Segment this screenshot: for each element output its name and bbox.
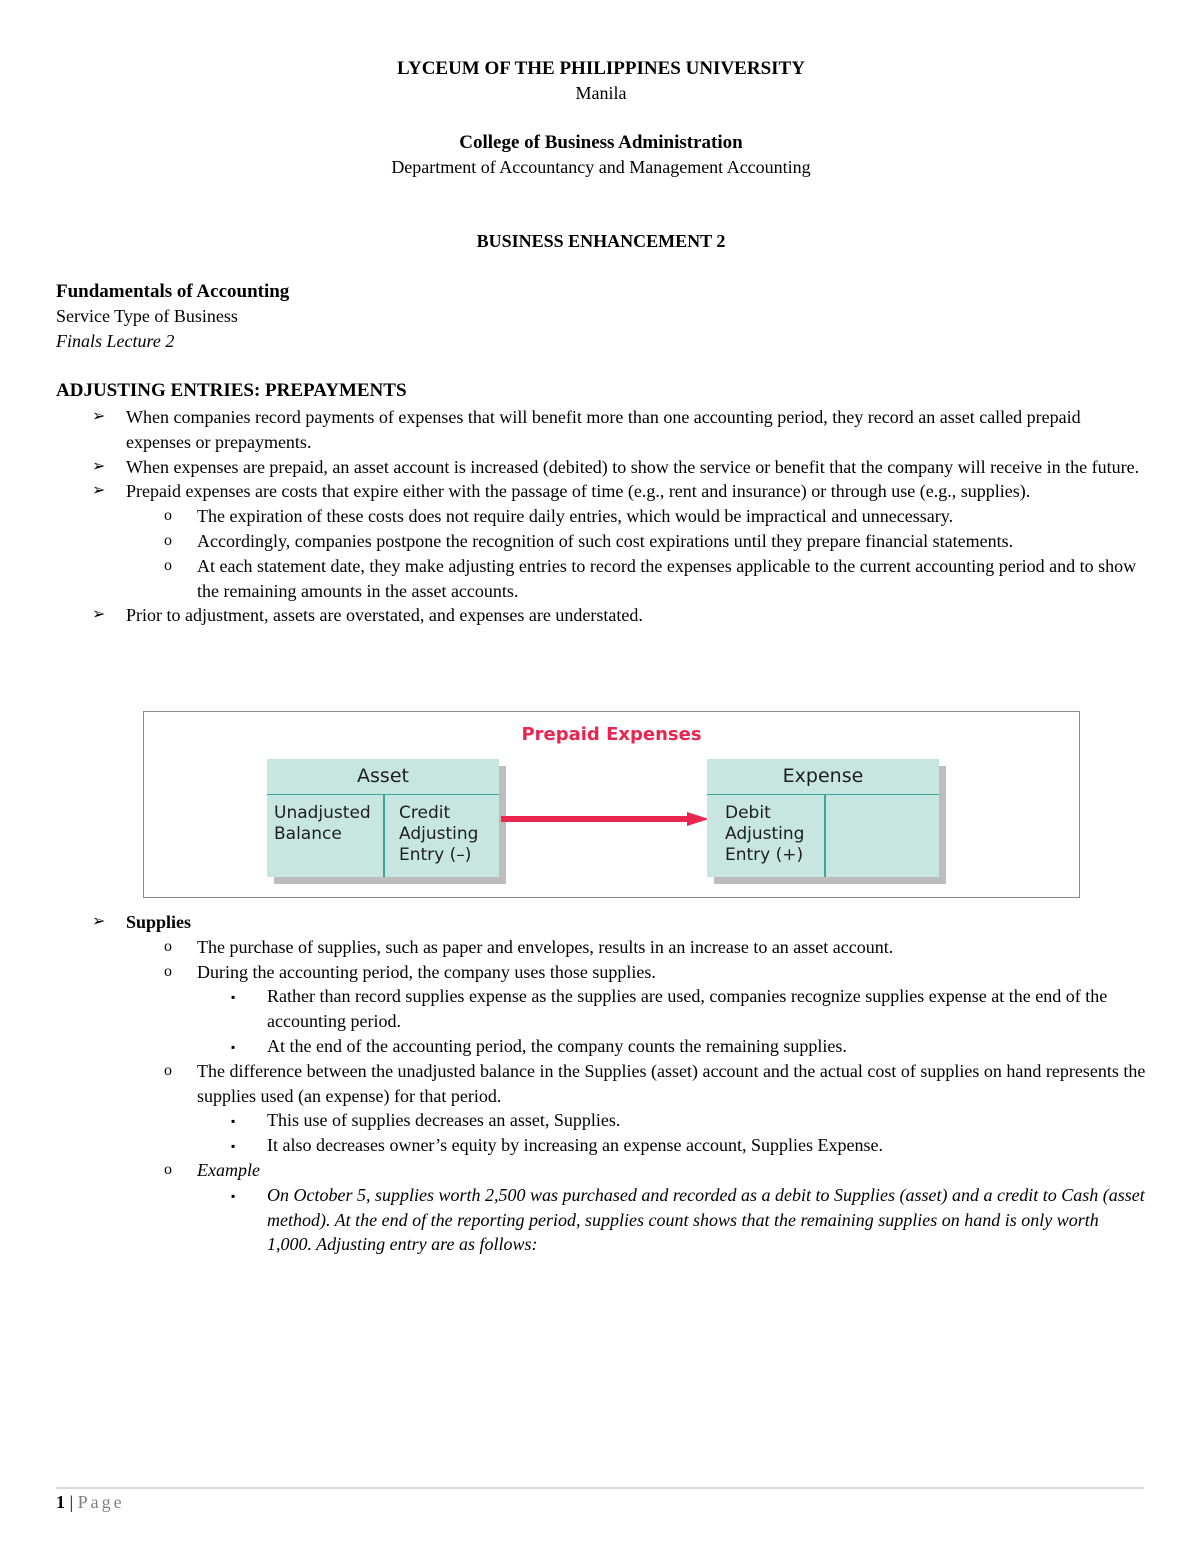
square-bullet-icon: ▪: [231, 1188, 236, 1203]
circle-bullet-icon: o: [164, 937, 172, 955]
expense-left-cell: Debit Adjusting Entry (+): [725, 803, 805, 865]
supplies-heading: Supplies: [126, 912, 192, 932]
prepayment-list: [56, 405, 1146, 628]
document-page: [56, 0, 1146, 1553]
t-account-divider: [383, 794, 385, 877]
arrow-bullet-icon: ➢: [92, 482, 106, 500]
university-city: Manila: [575, 83, 627, 103]
square-bullet-icon: ▪: [231, 1139, 236, 1154]
list-item: ➢ When companies record payments of expenses that will benefit more than one accounting period, they record an asset called prepaid expenses or prepayments.: [92, 407, 1081, 452]
course-title: BUSINESS ENHANCEMENT 2: [476, 231, 726, 251]
circle-bullet-icon: o: [164, 531, 172, 549]
list-item: [56, 1158, 1146, 1183]
list-item: o The difference between the unadjusted balance in the Supplies (asset) account and the actual cost of supplies on hand represents the supplies used (an expense) for that period.: [164, 1060, 1146, 1106]
square-bullet-icon: ▪: [231, 1039, 236, 1054]
prepaid-expenses-figure: [143, 711, 1080, 898]
page-footer: [56, 1492, 125, 1513]
arrow-bullet-icon: ➢: [92, 408, 106, 425]
asset-t-account: [267, 759, 499, 877]
list-item: ▪ Rather than record supplies expense as the supplies are used, companies recognize supplies expense at the end of the accounting period.: [231, 986, 1108, 1032]
footer-divider: [56, 1487, 1144, 1489]
asset-right-cell: Credit Adjusting Entry (–): [399, 803, 479, 865]
t-account-divider: [824, 794, 826, 877]
circle-bullet-icon: o: [164, 1160, 172, 1178]
page-word: Page: [77, 1492, 125, 1512]
list-item: ▪ It also decreases owner’s equity by increasing an expense account, Supplies Expense.: [56, 1133, 1146, 1158]
arrow-bullet-icon: ➢: [92, 457, 106, 475]
example-label: Example: [197, 1159, 260, 1180]
circle-bullet-icon: o: [164, 556, 172, 574]
list-item: ➢ Prepaid expenses are costs that expire either with the passage of time (e.g., rent and insurance) or through use (e.g., supplies).: [56, 479, 1146, 504]
list-item: o During the accounting period, the company uses those supplies.: [56, 960, 1146, 985]
university-name: LYCEUM OF THE PHILIPPINES UNIVERSITY: [397, 58, 805, 79]
list-item: [56, 1183, 1146, 1257]
example-text: On October 5, supplies worth 2,500 was purchased and recorded as a debit to Supplies (asset) and a credit to Cash (asset method). At the end of the reporting period, supplies count shows that the remaining supplies on hand is only worth 1,000. Adjusting entry are as follows:: [267, 1184, 1145, 1255]
subject-title: Fundamentals of Accounting: [56, 281, 290, 302]
expense-account-title: Expense: [707, 759, 939, 795]
department-name: Department of Accountancy and Management Accounting: [391, 157, 811, 177]
arrow-bullet-icon: ➢: [92, 913, 106, 930]
list-item: o At each statement date, they make adjusting entries to record the expenses applicable to the current accounting period and to show the remaining amounts in the asset accounts.: [164, 555, 1137, 601]
asset-account-title: Asset: [267, 759, 499, 795]
list-item: ➢ When expenses are prepaid, an asset account is increased (debited) to show the service or benefit that the company will receive in the future.: [56, 455, 1146, 480]
business-type: Service Type of Business: [56, 306, 238, 326]
arrow-bullet-icon: ➢: [92, 606, 106, 624]
list-item: ▪ This use of supplies decreases an asset, Supplies.: [56, 1108, 1146, 1133]
asset-left-cell: Unadjusted Balance: [274, 803, 371, 844]
square-bullet-icon: ▪: [231, 1114, 236, 1129]
circle-bullet-icon: o: [164, 507, 172, 525]
footer-separator: |: [69, 1492, 74, 1512]
list-item: ➢ Prior to adjustment, assets are overstated, and expenses are understated.: [56, 603, 1146, 628]
circle-bullet-icon: o: [164, 1061, 172, 1079]
list-item: o The expiration of these costs does not require daily entries, which would be impractical and unnecessary.: [56, 504, 1146, 529]
arrow-right-icon: [501, 812, 711, 826]
expense-t-account: [707, 759, 939, 877]
list-item: o The purchase of supplies, such as paper and envelopes, results in an increase to an asset account.: [56, 935, 1146, 960]
circle-bullet-icon: o: [164, 962, 172, 980]
lecture-label: Finals Lecture 2: [56, 331, 175, 351]
page-number: 1: [56, 1492, 65, 1512]
list-item: [56, 910, 1146, 935]
section-heading: ADJUSTING ENTRIES: PREPAYMENTS: [56, 380, 407, 401]
figure-title: Prepaid Expenses: [521, 724, 702, 745]
list-item: o Accordingly, companies postpone the recognition of such cost expirations until they prepare financial statements.: [56, 529, 1146, 554]
list-item: ▪ At the end of the accounting period, the company counts the remaining supplies.: [56, 1034, 1146, 1059]
square-bullet-icon: ▪: [231, 990, 236, 1005]
supplies-list: [56, 910, 1146, 1257]
college-name: College of Business Administration: [459, 132, 743, 153]
